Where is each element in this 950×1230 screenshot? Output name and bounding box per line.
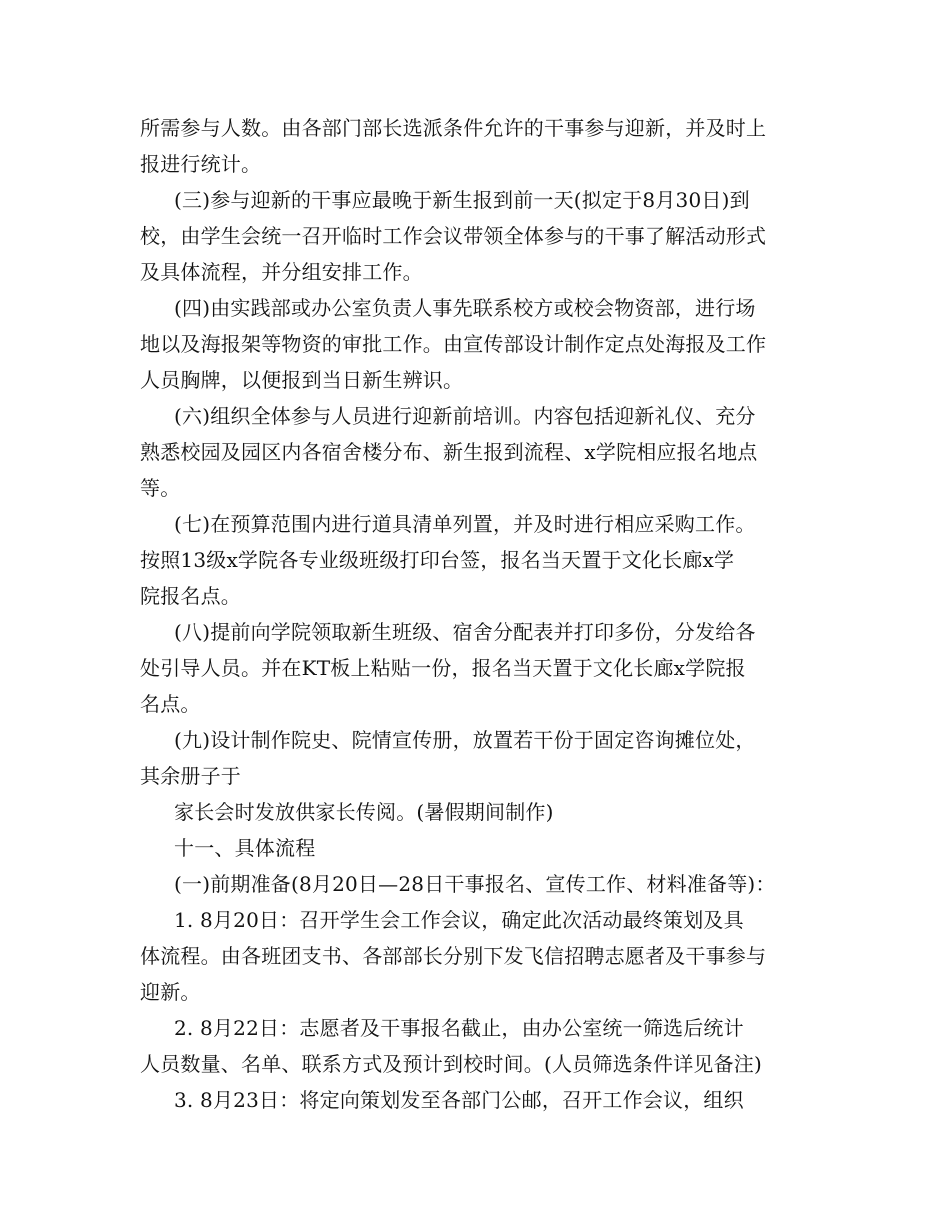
paragraph-line: 按照13级x学院各专业级班级打印台签，报名当天置于文化长廊x学 [140, 548, 735, 572]
paragraph-line: 体流程。由各班团支书、各部部长分别下发飞信招聘志愿者及干事参与 [140, 944, 767, 968]
paragraph-line: (七)在预算范围内进行道具清单列置，并及时进行相应采购工作。 [174, 512, 756, 536]
paragraph-line: (八)提前向学院领取新生班级、宿舍分配表并打印多份，分发给各 [174, 620, 756, 644]
paragraph-line: 及具体流程，并分组安排工作。 [140, 260, 423, 284]
paragraph-line: 院报名点。 [140, 584, 241, 608]
paragraph-line: 人员数量、名单、联系方式及预计到校时间。(人员筛选条件详见备注) [140, 1052, 763, 1076]
paragraph-line: 家长会时发放供家长传阅。(暑假期间制作) [174, 800, 554, 824]
paragraph-line: 迎新。 [140, 980, 201, 1004]
paragraph-line: 报进行统计。 [140, 152, 262, 176]
paragraph-line: 1. 8月20日：召开学生会工作会议，确定此次活动最终策划及具 [174, 908, 744, 932]
paragraph-line: (四)由实践部或办公室负责人事先联系校方或校会物资部，进行场 [174, 296, 756, 320]
paragraph-line: 2. 8月22日：志愿者及干事报名截止，由办公室统一筛选后统计 [174, 1016, 744, 1040]
paragraph-line: (六)组织全体参与人员进行迎新前培训。内容包括迎新礼仪、充分 [174, 404, 756, 428]
paragraph-line: 校，由学生会统一召开临时工作会议带领全体参与的干事了解活动形式 [140, 224, 767, 248]
paragraph-line: 所需参与人数。由各部门部长选派条件允许的干事参与迎新，并及时上 [140, 116, 767, 140]
paragraph-line: 其余册子于 [140, 764, 241, 788]
subsection-heading: (一)前期准备(8月20日—28日干事报名、宣传工作、材料准备等)： [174, 872, 776, 896]
paragraph-line: 地以及海报架等物资的审批工作。由宣传部设计制作定点处海报及工作 [140, 332, 767, 356]
paragraph-line: 3. 8月23日：将定向策划发至各部门公邮，召开工作会议，组织 [174, 1088, 744, 1112]
paragraph-line: 等。 [140, 476, 181, 500]
paragraph-line: (三)参与迎新的干事应最晚于新生报到前一天(拟定于8月30日)到 [174, 188, 750, 212]
paragraph-line: 名点。 [140, 692, 201, 716]
paragraph-line: 处引导人员。并在KT板上粘贴一份，报名当天置于文化长廊x学院报 [140, 656, 746, 680]
section-heading: 十一、具体流程 [174, 836, 316, 860]
paragraph-line: 人员胸牌，以便报到当日新生辨识。 [140, 368, 464, 392]
paragraph-line: (九)设计制作院史、院情宣传册，放置若干份于固定咨询摊位处， [174, 728, 756, 752]
paragraph-line: 熟悉校园及园区内各宿舍楼分布、新生报到流程、x学院相应报名地点 [140, 440, 758, 464]
